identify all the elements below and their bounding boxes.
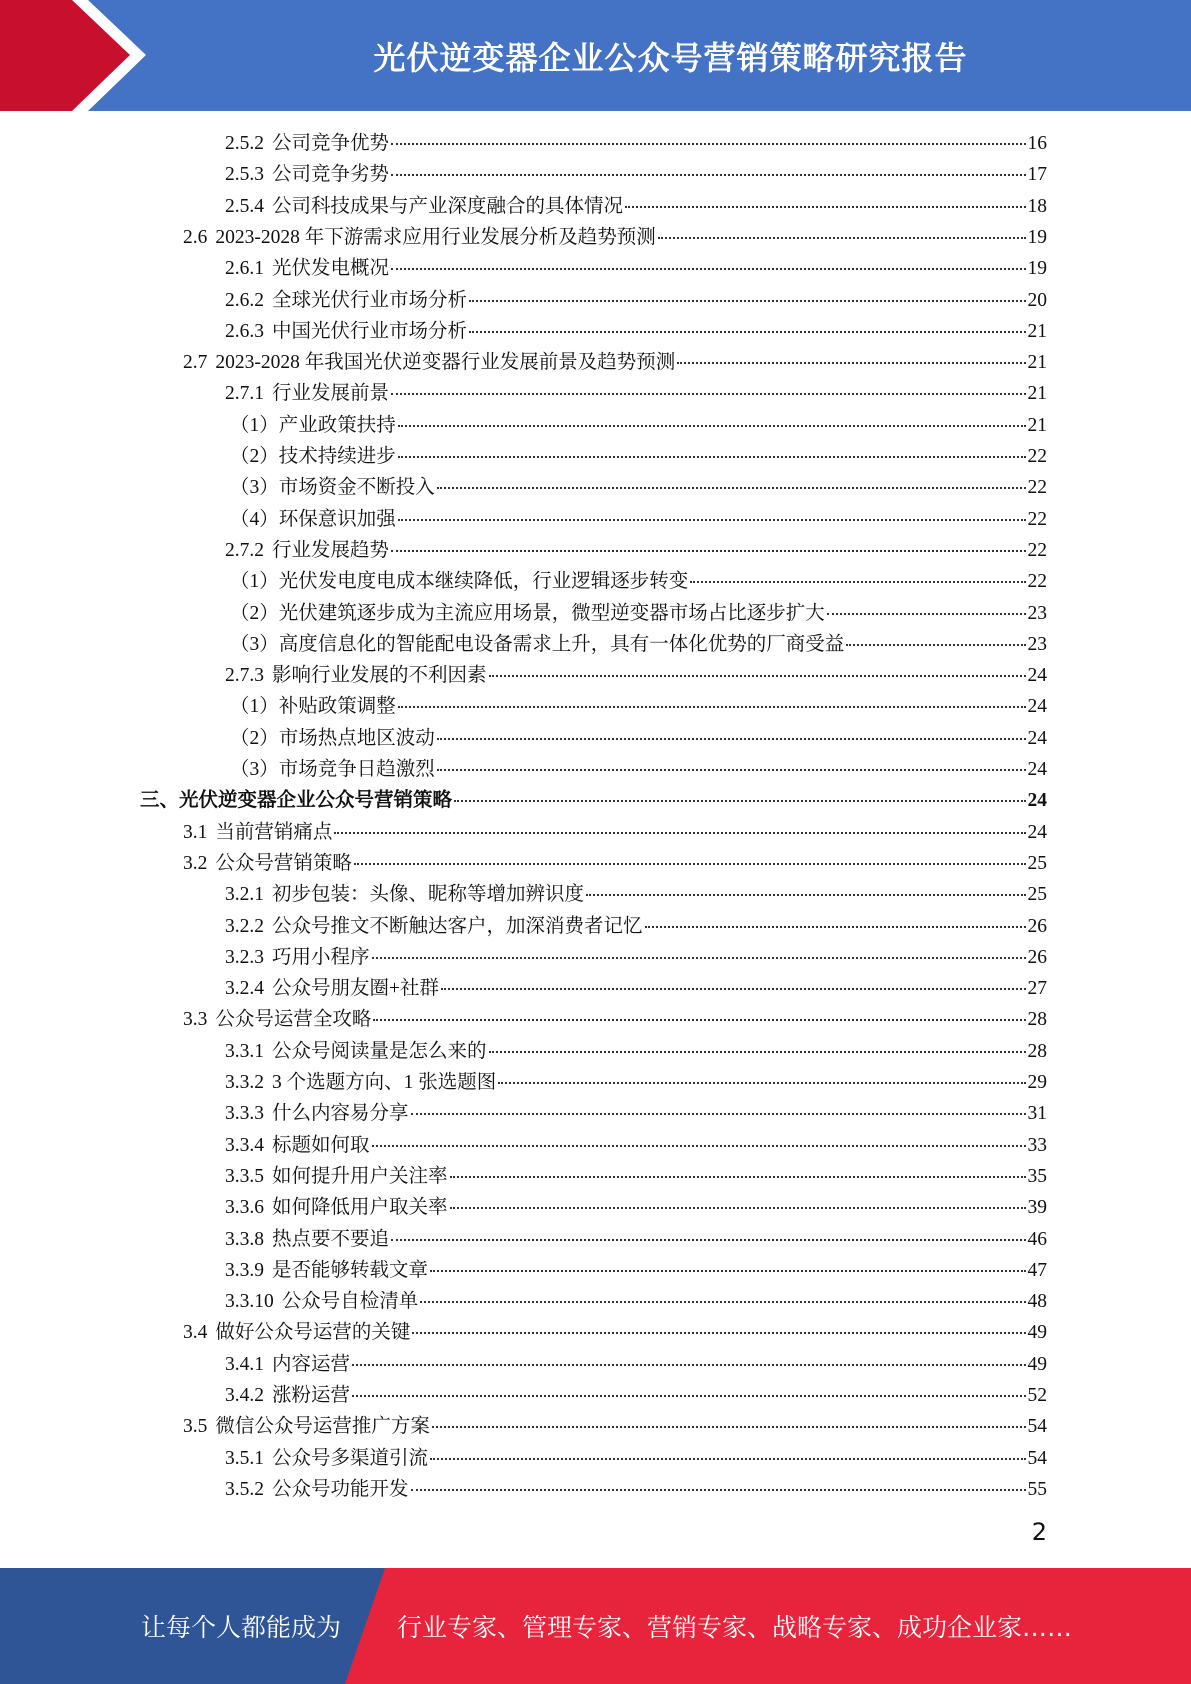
toc-entry[interactable] [225,879,1047,910]
toc-dot-leader [352,1395,1025,1397]
toc-entry[interactable] [225,1349,1047,1380]
toc-entry[interactable] [225,1474,1047,1505]
toc-dot-leader [334,832,1025,834]
toc-dot-leader [398,456,1026,458]
report-title: 光伏逆变器企业公众号营销策略研究报告 [373,38,968,77]
toc-dot-leader [391,143,1025,145]
toc-entry-page: 47 [1027,1259,1047,1281]
toc-dot-leader [625,206,1025,208]
toc-entry-title: 如何提升用户关注率 [272,1165,448,1187]
toc-entry-page: 46 [1027,1228,1047,1250]
toc-entry-title: 公司竞争劣势 [272,164,390,186]
toc-entry-page: 21 [1027,352,1047,374]
toc-entry-title: 行业发展趋势 [272,539,390,561]
toc-entry-title: （4）环保意识加强 [230,508,396,530]
toc-entry-page: 27 [1027,978,1047,1000]
toc-entry-title: 行业发展前景 [272,383,390,405]
toc-entry-page: 28 [1027,1009,1047,1031]
toc-entry[interactable] [225,1224,1047,1255]
toc-entry-number: 3.3.3 [225,1103,264,1125]
toc-entry-title: 做好公众号运营的关键 [215,1322,411,1344]
toc-entry-page: 52 [1027,1385,1047,1406]
toc-entry-title: 公司科技成果与产业深度融合的具体情况 [272,195,624,217]
toc-entry[interactable] [225,1161,1047,1192]
toc-entry-title: 3 个选题方向、1 张选题图 [272,1072,497,1093]
toc-entry[interactable] [225,660,1047,691]
chevron-decoration-icon [0,0,160,111]
toc-dot-leader [391,393,1025,395]
toc-entry-number: 3.1 [183,821,208,843]
toc-entry-title: （3）市场资金不断投入 [230,477,435,499]
toc-entry-title: 影响行业发展的不利因素 [272,665,487,687]
toc-entry-page: 35 [1027,1165,1047,1187]
toc-entry-title: 涨粉运营 [272,1385,351,1406]
toc-entry-page: 19 [1027,258,1047,280]
toc-dot-leader [498,1082,1025,1084]
toc-entry-title: （2）市场热点地区波动 [230,727,435,749]
toc-entry-page: 20 [1027,289,1047,311]
toc-entry-number: 3.2 [183,852,208,874]
toc-entry-number: 3.3.1 [225,1040,264,1062]
toc-entry-page: 24 [1027,790,1047,812]
toc-entry-title: 内容运营 [272,1353,351,1375]
toc-entry-title: 初步包装：头像、昵称等增加辨识度 [272,884,585,906]
toc-entry[interactable] [230,691,1047,722]
toc-entry-page: 23 [1027,602,1047,624]
toc-entry-number: 3.2.3 [225,946,264,968]
toc-entry-title: 公众号朋友圈+社群 [272,978,439,1000]
toc-entry[interactable] [183,848,1047,879]
toc-dot-leader [437,738,1026,740]
footer-slogan-right: 行业专家、管理专家、营销专家、战略专家、成功企业家…… [397,1613,1073,1642]
toc-entry-title: （1）补贴政策调整 [230,696,396,718]
toc-entry-number: 3.4.2 [225,1385,264,1406]
toc-entry[interactable] [225,1192,1047,1223]
toc-entry-number: 3.4.1 [225,1353,264,1375]
toc-entry-page: 31 [1027,1103,1047,1125]
toc-entry[interactable] [230,629,1047,660]
toc-entry[interactable] [225,1286,1047,1317]
toc-entry-page: 17 [1027,164,1047,186]
toc-entry-number: 3.3 [183,1009,208,1031]
toc-entry[interactable] [183,1004,1047,1035]
toc-entry-title: 热点要不要追 [272,1228,390,1250]
toc-entry-number: 2.6.2 [225,289,264,311]
toc-entry[interactable] [230,441,1047,472]
toc-dot-leader [391,174,1025,176]
toc-dot-leader [846,644,1025,646]
toc-entry[interactable] [183,347,1047,378]
toc-entry-title: 微信公众号运营推广方案 [215,1416,430,1438]
toc-entry[interactable] [183,222,1047,253]
toc-entry[interactable] [225,285,1047,316]
toc-entry-title: 公众号自检清单 [281,1291,419,1313]
toc-entry-title: 是否能够转载文章 [272,1259,429,1281]
toc-dot-leader [411,1113,1026,1115]
toc-entry[interactable] [183,817,1047,848]
toc-dot-leader [489,1051,1026,1053]
toc-entry-page: 54 [1027,1447,1047,1469]
toc-entry-number: 2.7.3 [225,665,264,687]
toc-dot-leader [437,487,1026,489]
toc-entry-number: 2.5.3 [225,164,264,186]
toc-dot-leader [398,425,1026,427]
toc-entry-number: 2.7.2 [225,539,264,561]
toc-entry[interactable] [225,1255,1047,1286]
toc-entry-title: 2023-2028 年下游需求应用行业发展分析及趋势预测 [215,226,656,248]
toc-entry[interactable] [230,598,1047,629]
toc-dot-leader [469,300,1025,302]
toc-entry-number: 2.7 [183,352,208,374]
toc-entry-page: 49 [1027,1353,1047,1375]
toc-dot-leader [373,1019,1025,1021]
toc-entry-page: 26 [1027,915,1047,937]
toc-dot-leader [372,957,1026,959]
toc-entry[interactable] [225,1036,1047,1067]
toc-entry-number: 2.6 [183,226,208,248]
toc-dot-leader [450,1176,1026,1178]
toc-dot-leader [352,1364,1025,1366]
toc-dot-leader [690,581,1025,583]
toc-entry-number: 2.5.2 [225,133,264,154]
toc-entry-page: 29 [1027,1072,1047,1093]
toc-entry-title: 公众号运营全攻略 [215,1009,372,1031]
toc-entry-title: 中国光伏行业市场分析 [272,320,468,342]
toc-entry-page: 23 [1027,633,1047,655]
toc-entry-page: 49 [1027,1322,1047,1344]
toc-entry-title: 当前营销痛点 [215,821,333,843]
toc-entry-page: 18 [1027,195,1047,217]
toc-entry-title: 光伏发电概况 [272,258,390,280]
toc-dot-leader [420,1301,1025,1303]
toc-dot-leader [469,331,1025,333]
toc-entry-number: 3.3.6 [225,1197,264,1219]
toc-entry-page: 33 [1027,1134,1047,1156]
toc-entry-number: 3.3.8 [225,1228,264,1250]
toc-entry-page: 21 [1027,383,1047,405]
toc-entry-page: 54 [1027,1416,1047,1438]
toc-dot-leader [677,362,1025,364]
toc-entry-title: 公众号阅读量是怎么来的 [272,1040,487,1062]
toc-entry-number: 3.2.2 [225,915,264,937]
toc-entry-title: （1）光伏发电度电成本继续降低，行业逻辑逐步转变 [230,571,689,593]
toc-entry[interactable] [140,785,1047,816]
toc-entry-title: 公众号营销策略 [215,852,352,874]
toc-entry-title: 公司竞争优势 [272,133,390,154]
toc-dot-leader [430,1458,1025,1460]
toc-entry-number: 3.2.1 [225,884,264,906]
toc-entry[interactable] [225,1443,1047,1474]
toc-entry-number: 3.3.5 [225,1165,264,1187]
footer-slogan-left: 让每个人都能成为 [141,1613,342,1642]
toc-entry-number: 2.7.1 [225,383,264,405]
toc-dot-leader [391,550,1025,552]
toc-entry-page: 22 [1027,571,1047,593]
page-header [0,0,1191,111]
toc-entry-title: （2）技术持续进步 [230,446,396,467]
toc-entry-title: 什么内容易分享 [272,1103,409,1125]
toc-entry-title: （3）高度信息化的智能配电设备需求上升，具有一体化优势的厂商受益 [230,633,845,655]
toc-entry[interactable] [230,410,1047,441]
toc-entry[interactable] [230,504,1047,535]
toc-dot-leader [398,519,1026,521]
toc-entry-title: 巧用小程序 [272,946,370,968]
toc-entry-title: 公众号推文不断触达客户，加深消费者记忆 [272,915,643,937]
toc-entry-page: 19 [1027,226,1047,248]
toc-entry-page: 22 [1027,477,1047,499]
toc-dot-leader [827,613,1026,615]
toc-dot-leader [645,926,1026,928]
toc-entry-page: 24 [1027,727,1047,749]
toc-dot-leader [586,894,1025,896]
toc-entry-page: 21 [1027,414,1047,436]
toc-entry-page: 25 [1027,852,1047,874]
toc-entry-page: 22 [1027,508,1047,530]
toc-entry-number: 2.6.3 [225,320,264,342]
toc-entry-title: 全球光伏行业市场分析 [272,289,468,311]
toc-entry-number: 2.5.4 [225,195,264,217]
toc-entry[interactable] [225,159,1047,190]
toc-entry-page: 26 [1027,946,1047,968]
toc-entry-number: 3.5.2 [225,1478,264,1500]
toc-dot-leader [354,863,1026,865]
toc-entry-number: 3.2.4 [225,978,264,1000]
toc-entry-page: 24 [1027,696,1047,718]
toc-entry[interactable] [225,535,1047,566]
toc-entry[interactable] [230,723,1047,754]
toc-entry-number: 3.5 [183,1416,208,1438]
toc-entry-page: 22 [1027,539,1047,561]
toc-entry[interactable] [225,378,1047,409]
toc-dot-leader [437,769,1026,771]
toc-entry[interactable] [225,1098,1047,1129]
toc-entry[interactable] [225,191,1047,222]
toc-entry-page: 24 [1027,665,1047,687]
toc-dot-leader [398,706,1026,708]
toc-entry-number: 3.3.2 [225,1072,264,1093]
toc-entry-number: 3.3.4 [225,1134,264,1156]
toc-dot-leader [432,1426,1026,1428]
toc-dot-leader [450,1207,1026,1209]
toc-dot-leader [412,1332,1025,1334]
toc-dot-leader [454,800,1025,802]
toc-entry[interactable] [225,1380,1047,1411]
toc-entry-number: 3.4 [183,1322,208,1344]
toc-entry-number: 3.3.9 [225,1259,264,1281]
toc-entry-title: 三、光伏逆变器企业公众号营销策略 [140,790,453,812]
toc-entry-page: 24 [1027,759,1047,780]
toc-entry-title: 如何降低用户取关率 [272,1197,448,1219]
toc-entry[interactable] [225,911,1047,942]
toc-entry[interactable] [225,316,1047,347]
toc-entry-number: 3.3.10 [225,1291,274,1313]
toc-entry[interactable] [225,253,1047,284]
toc-entry-page: 21 [1027,320,1047,342]
toc-entry[interactable] [230,566,1047,597]
toc-entry-title: （2）光伏建筑逐步成为主流应用场景，微型逆变器市场占比逐步扩大 [230,602,825,624]
page-number: 2 [1031,1518,1047,1546]
toc-dot-leader [372,1145,1026,1147]
toc-entry-page: 48 [1027,1291,1047,1313]
toc-entry-page: 28 [1027,1040,1047,1062]
toc-entry-page: 39 [1027,1197,1047,1219]
toc-dot-leader [430,1270,1025,1272]
toc-entry-title: （1）产业政策扶持 [230,414,396,436]
toc-entry-title: （3）市场竞争日趋激烈 [230,759,435,780]
toc-entry-page: 24 [1027,821,1047,843]
toc-entry[interactable] [230,472,1047,503]
toc-entry[interactable] [225,942,1047,973]
toc-entry[interactable] [183,1411,1047,1442]
toc-entry-title: 公众号功能开发 [272,1478,409,1500]
toc-dot-leader [411,1489,1026,1491]
toc-entry-page: 16 [1027,133,1047,154]
toc-entry[interactable] [183,1317,1047,1348]
toc-entry[interactable] [230,754,1047,785]
toc-entry-page: 25 [1027,884,1047,906]
toc-entry[interactable] [225,128,1047,159]
toc-entry-title: 2023-2028 年我国光伏逆变器行业发展前景及趋势预测 [215,352,676,374]
toc-dot-leader [391,1239,1025,1241]
toc-entry-page: 55 [1027,1478,1047,1500]
toc-dot-leader [489,675,1026,677]
toc-entry[interactable] [225,1130,1047,1161]
toc-entry-title: 公众号多渠道引流 [272,1447,429,1469]
toc-entry-title: 标题如何取 [272,1134,370,1156]
toc-dot-leader [658,237,1026,239]
toc-entry-number: 2.6.1 [225,258,264,280]
toc-dot-leader [441,988,1026,990]
page-footer [0,1568,1191,1684]
toc-entry-page: 22 [1027,446,1047,467]
toc-entry[interactable] [225,1067,1047,1098]
toc-dot-leader [391,268,1025,270]
toc-entry[interactable] [225,973,1047,1004]
toc-entry-number: 3.5.1 [225,1447,264,1469]
